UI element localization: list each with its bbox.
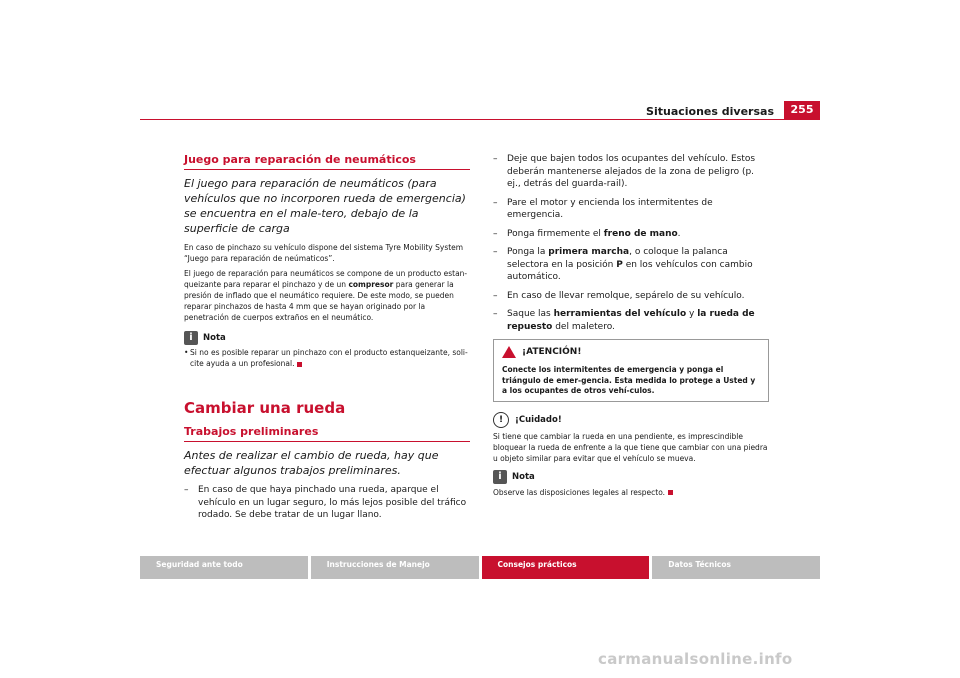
list-item: – Saque las herramientas del vehículo y la rueda de repuesto del maletero. [493,308,769,333]
paragraph-tms: En caso de pinchazo su vehículo dispone del sistema Tyre Mobility System “Juego para reparación de neúmaticos”. [184,243,464,263]
exclamation-icon: ! [493,412,509,428]
warning-triangle-icon [502,346,516,358]
warning-text: Conecte los intermitentes de emergencia y ponga el triángulo de emer-gencia. Esta medida lo protege a Usted y a los ocupantes de otros vehí-culos. [502,365,756,395]
caution-heading [493,412,769,428]
tab-seguridad[interactable]: Seguridad ante todo [140,556,308,579]
watermark: carmanualsonline.info [598,650,793,668]
note-title: Nota [512,471,535,482]
intro-preliminary: Antes de realizar el cambio de rueda, hay que efectuar algunos trabajos preliminares. [184,449,439,477]
end-marker-icon [668,490,673,495]
tab-consejos[interactable]: Consejos prácticos [482,556,650,579]
step-list-left [184,484,470,522]
caution-text: Si tiene que cambiar la rueda en una pendiente, es imprescindible bloquear la rueda de enfrente a la que tiene que cambiar con una piedra u objeto similar para evitar que el vehículo se mueva. [493,431,768,463]
info-icon: i [184,331,198,345]
list-item: – Pare el motor y encienda los intermitentes de emergencia. [493,197,769,222]
note-title: Nota [203,333,226,343]
section-heading-preliminary: Trabajos preliminares [184,425,470,442]
note-bullet: • Si no es posible reparar un pinchazo con el producto estanqueizante, soli-cite ayuda a un profesional. [184,347,470,369]
end-marker-icon [297,362,302,367]
warning-box [493,339,769,402]
note-block-right [493,470,769,498]
intro-repair-kit: El juego para reparación de neumáticos (para vehículos que no incorporen rueda de emergencia) se encuentra en el male-tero, debajo de la superficie de carga [184,177,466,235]
list-item: – En caso de que haya pinchado una rueda, aparque el vehículo en un lugar seguro, lo más lejos posible del tráfico rodado. Se debe tratar de un lugar llano. [184,484,470,522]
list-item: – Deje que bajen todos los ocupantes del vehículo. Estos deberán mantenerse alejados de la zona de peligro (p. ej., detrás del guarda-rail). [493,153,769,191]
left-column [184,153,470,528]
section-heading-repair-kit: Juego para reparación de neumáticos [184,153,470,170]
right-column [493,153,769,502]
footer-nav [140,556,820,579]
note-block [184,331,470,369]
chapter-heading: Cambiar una rueda [184,399,346,417]
list-item: – Ponga firmemente el freno de mano. [493,228,769,241]
caution-title: ¡Cuidado! [515,414,562,425]
header-section-title: Situaciones diversas [646,105,774,118]
list-item: – Ponga la primera marcha, o coloque la palanca selectora en la posición P en los vehículos con cambio automático. [493,246,769,284]
paragraph-kit-description: El juego de reparación para neumáticos se compone de un producto estan-queizante para reparar el pinchazo y de un compresor para generar la presión de inflado que el neumático requiere. De este modo, se pueden reparar pinchazos de hasta 4 mm que se hayan originado por la penetración de cuerpos extraños en el neumático. [184,269,468,322]
tab-instrucciones[interactable]: Instrucciones de Manejo [311,556,479,579]
warning-title: ¡ATENCIÓN! [522,347,582,357]
note-text: Observe las disposiciones legales al respecto. [493,487,769,498]
info-icon: i [493,470,507,484]
step-list-right [493,153,769,333]
header-rule [140,119,820,120]
list-item: – En caso de llevar remolque, sepárelo de su vehículo. [493,290,769,303]
page-number: 255 [784,101,820,119]
tab-datos-tecnicos[interactable]: Datos Técnicos [652,556,820,579]
